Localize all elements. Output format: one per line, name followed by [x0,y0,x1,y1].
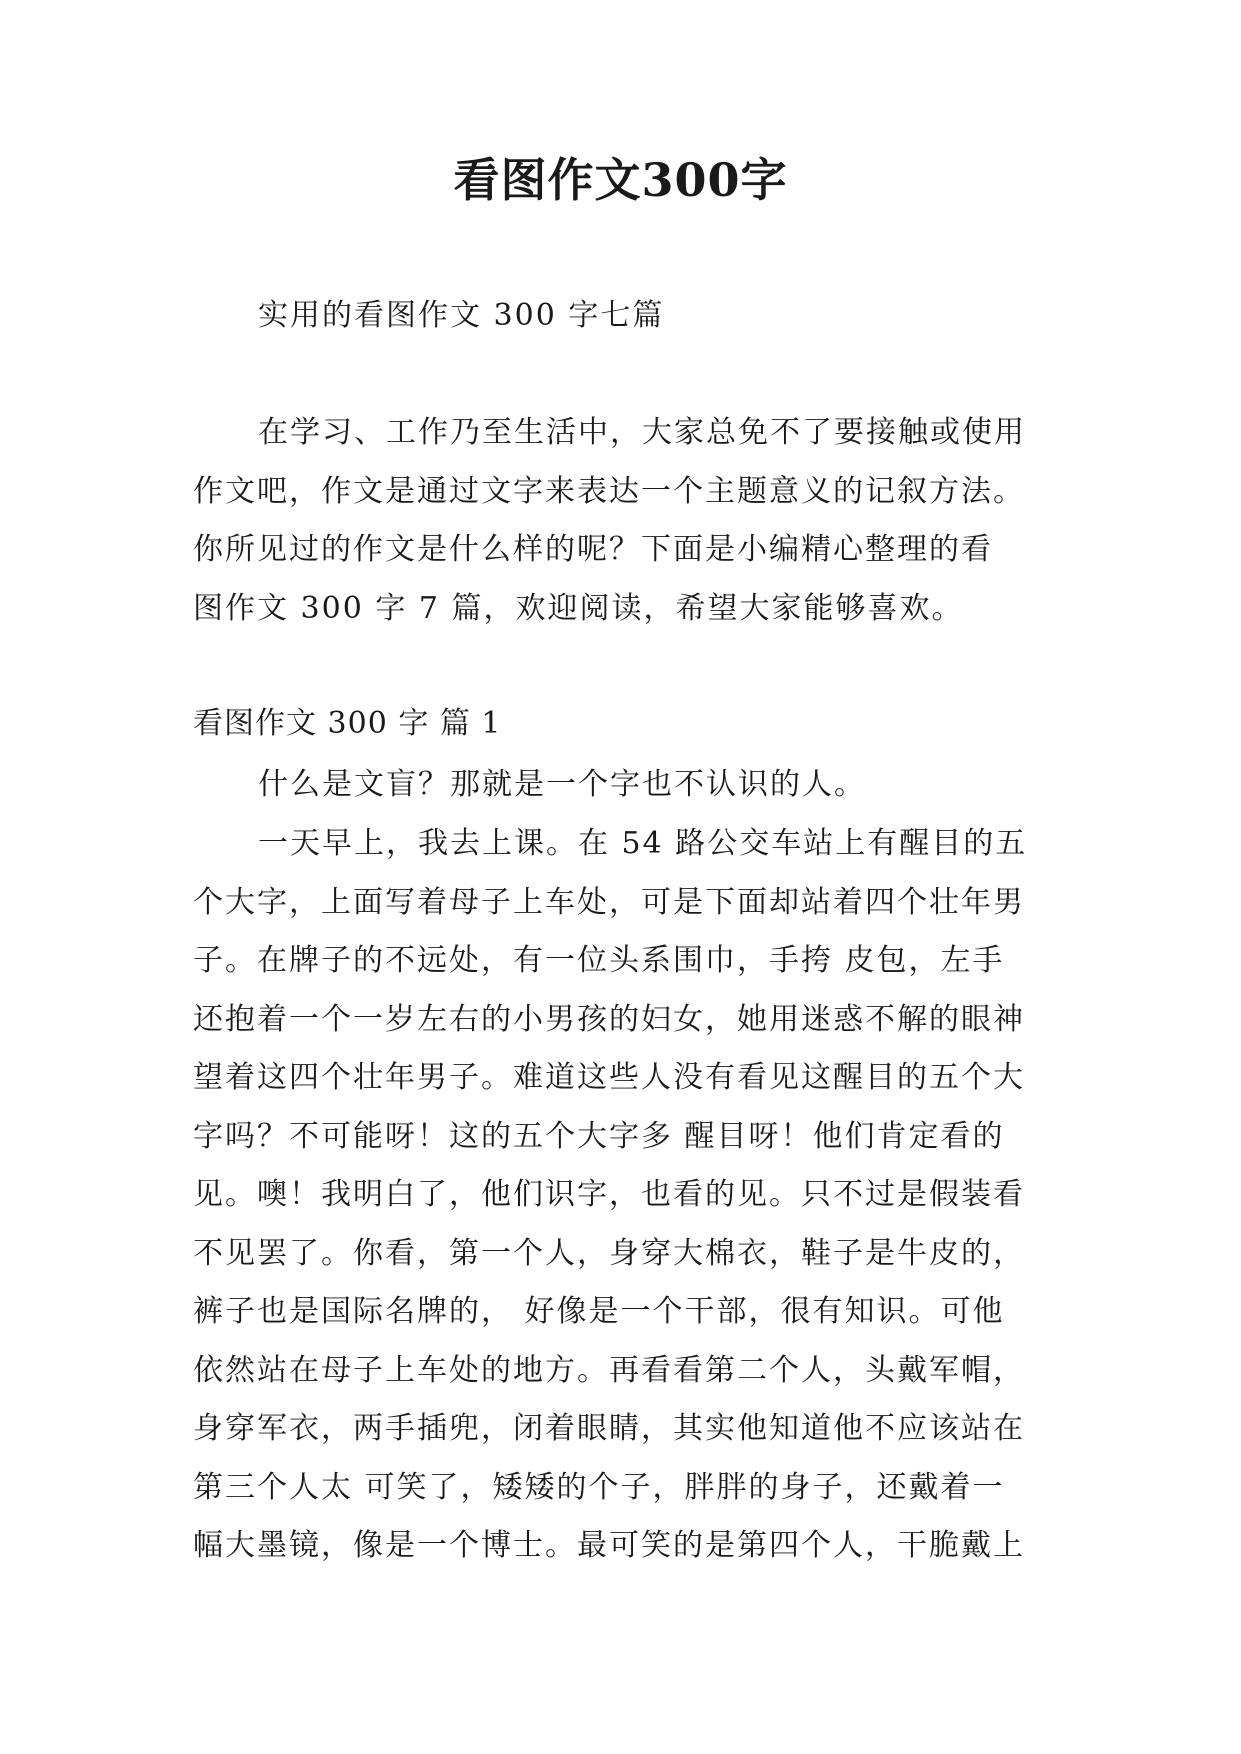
paragraph-line: 身穿军衣，两手插兜，闭着眼睛，其实他知道他不应该站在 [193,1411,1025,1446]
paragraph-1 [193,756,1073,815]
section-heading: 看图作文 300 字 篇 1 [193,706,502,741]
paragraph-line: 不见罢了。你看，第一个人，身穿大棉衣，鞋子是牛皮的， [193,1235,1025,1271]
paragraph-line: 还抱着一个一岁左右的小男孩的妇女，她用迷惑不解的眼神 [193,1001,1025,1037]
intro-line: 在学习、工作乃至生活中，大家总免不了要接触或使用 [258,415,1026,450]
paragraph-line: 望着这四个壮年男子。难道这些人没有看见这醒目的五个大 [193,1060,1025,1095]
document-subtitle: 实用的看图作文 300 字七篇 [258,298,665,333]
intro-line: 图作文 300 字 7 篇，欢迎阅读，希望大家能够喜欢。 [193,590,964,626]
paragraph-line: 个大字，上面写着母子上车处，可是下面却站着四个壮年男 [193,884,1025,920]
intro-paragraph [193,404,1073,638]
paragraph-line: 第三个人太 可笑了，矮矮的个子，胖胖的身子，还戴着一 [193,1469,1005,1505]
intro-line: 作文吧，作文是通过文字来表达一个主题意义的记叙方法。 [193,473,1025,509]
paragraph-line: 裤子也是国际名牌的， 好像是一个干部，很有知识。可他 [193,1294,1005,1329]
paragraph-2 [193,815,1073,1576]
paragraph-line: 幅大墨镜，像是一个博士。最可笑的是第四个人，干脆戴上 [193,1528,1025,1563]
paragraph-line: 子。在牌子的不远处，有一位头系围巾，手挎 皮包，左手 [193,943,1005,978]
document-title: 看图作文300字 [453,153,788,207]
intro-line: 你所见过的作文是什么样的呢？下面是小编精心整理的看 [193,532,993,567]
paragraph-line: 一天早上，我去上课。在 54 路公交车站上有醒目的五 [258,826,1028,861]
paragraph-line: 见。噢！我明白了，他们识字，也看的见。只不过是假装看 [193,1177,1025,1212]
paragraph-line: 依然站在母子上车处的地方。再看看第二个人，头戴军帽， [193,1352,1025,1388]
paragraph-line: 字吗？不可能呀！这的五个大字多 醒目呀！他们肯定看的 [193,1118,1005,1154]
paragraph-line: 什么是文盲？那就是一个字也不认识的人。 [258,767,866,802]
